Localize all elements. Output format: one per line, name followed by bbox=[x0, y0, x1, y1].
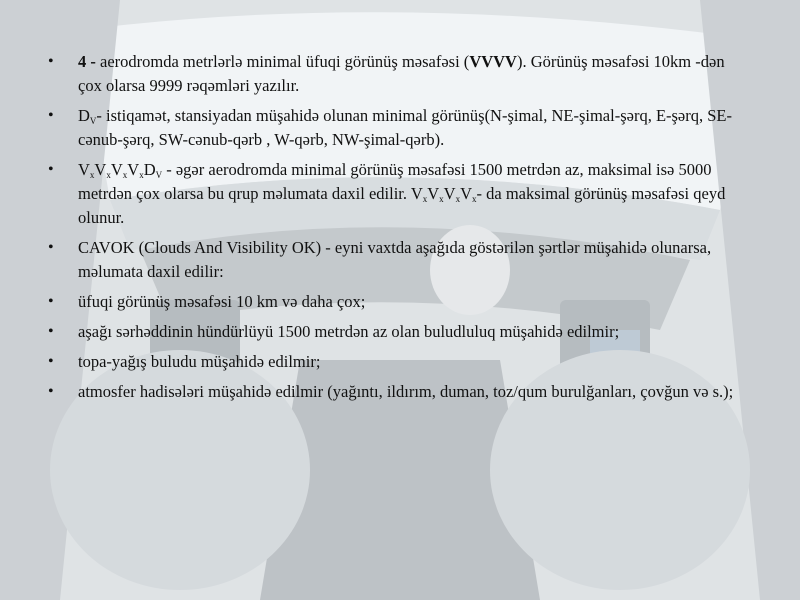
list-item bbox=[40, 380, 750, 404]
bullet-icon: • bbox=[48, 107, 54, 124]
bullet-list bbox=[40, 50, 750, 404]
item-text: CAVOK (Clouds And Visibility OK) - eyni vaxtda aşağıda göstərilən şərtlər müşahidə olunarsa, məlumata daxil edilir: bbox=[78, 238, 712, 281]
code-subscript: x bbox=[455, 194, 461, 204]
item-text: - istiqamət, stansiyadan müşahidə olunan minimal görünüş(N-şimal, NE-şimal-şərq, E-şərq, SE-cənub-şərq, SW-cənub-qərb , W-qərb, NW-şimal-qərb). bbox=[78, 106, 733, 149]
bullet-icon: • bbox=[48, 383, 54, 400]
item-code: VVVV bbox=[469, 52, 517, 71]
code-letter: V bbox=[443, 184, 456, 203]
list-item bbox=[40, 50, 750, 98]
code-letter: V bbox=[410, 184, 423, 203]
bullet-icon: • bbox=[48, 161, 54, 178]
item-lead-subscript: V bbox=[89, 116, 97, 126]
list-item bbox=[40, 350, 750, 374]
code-subscript: x bbox=[472, 194, 477, 204]
slide-content bbox=[40, 50, 750, 410]
code-subscript: x bbox=[122, 170, 128, 180]
bullet-icon: • bbox=[48, 53, 54, 70]
list-item bbox=[40, 290, 750, 314]
bullet-icon: • bbox=[48, 323, 54, 340]
list-item bbox=[40, 104, 750, 152]
item-text: aşağı sərhəddinin hündürlüyü 1500 metrdən az olan buludluluq müşahidə edilmir; bbox=[78, 322, 620, 341]
code-letter: V bbox=[110, 160, 123, 179]
item-text: atmosfer hadisələri müşahidə edilmir (yağıntı, ildırım, duman, toz/qum burulğanları, çovğun və s.); bbox=[78, 382, 734, 401]
item-text: üfuqi görünüş məsafəsi 10 km və daha çox; bbox=[78, 292, 366, 311]
bullet-icon: • bbox=[48, 239, 54, 256]
item-text: aerodromda metrlərlə minimal üfuqi görünüş məsafəsi ( bbox=[100, 52, 470, 71]
item-text: ). Görünüş məsafəsi 10km -dən çox olarsa 9999 rəqəmləri yazılır. bbox=[78, 52, 725, 95]
item-text: topa-yağış buludu müşahidə edilmir; bbox=[78, 352, 321, 371]
code-letter: V bbox=[78, 160, 90, 179]
item-lead: D bbox=[78, 106, 90, 125]
code-letter: V bbox=[460, 184, 472, 203]
list-item bbox=[40, 320, 750, 344]
item-text: - əgər aerodromda minimal görünüş məsafəsi 1500 metrdən az, maksimal isə 5000 metrdən çox olarsa bu qrup məlumata daxil edilir. bbox=[78, 160, 712, 203]
bullet-icon: • bbox=[48, 293, 54, 310]
list-item bbox=[40, 236, 750, 284]
bullet-icon: • bbox=[48, 353, 54, 370]
item-lead: 4 - bbox=[78, 52, 100, 71]
code-subscript: x bbox=[139, 170, 144, 180]
code-subscript: x bbox=[89, 170, 95, 180]
code-letter: D bbox=[143, 160, 156, 179]
item-text: - da maksimal görünüş məsafəsi qeyd olunur. bbox=[78, 184, 726, 227]
code-subscript: x bbox=[422, 194, 428, 204]
code-letter: V bbox=[127, 160, 140, 179]
code-letter: V bbox=[427, 184, 440, 203]
code-subscript: x bbox=[439, 194, 444, 204]
code-subscript: V bbox=[155, 170, 163, 180]
list-item bbox=[40, 158, 750, 230]
code-subscript: x bbox=[106, 170, 111, 180]
code-letter: V bbox=[94, 160, 107, 179]
